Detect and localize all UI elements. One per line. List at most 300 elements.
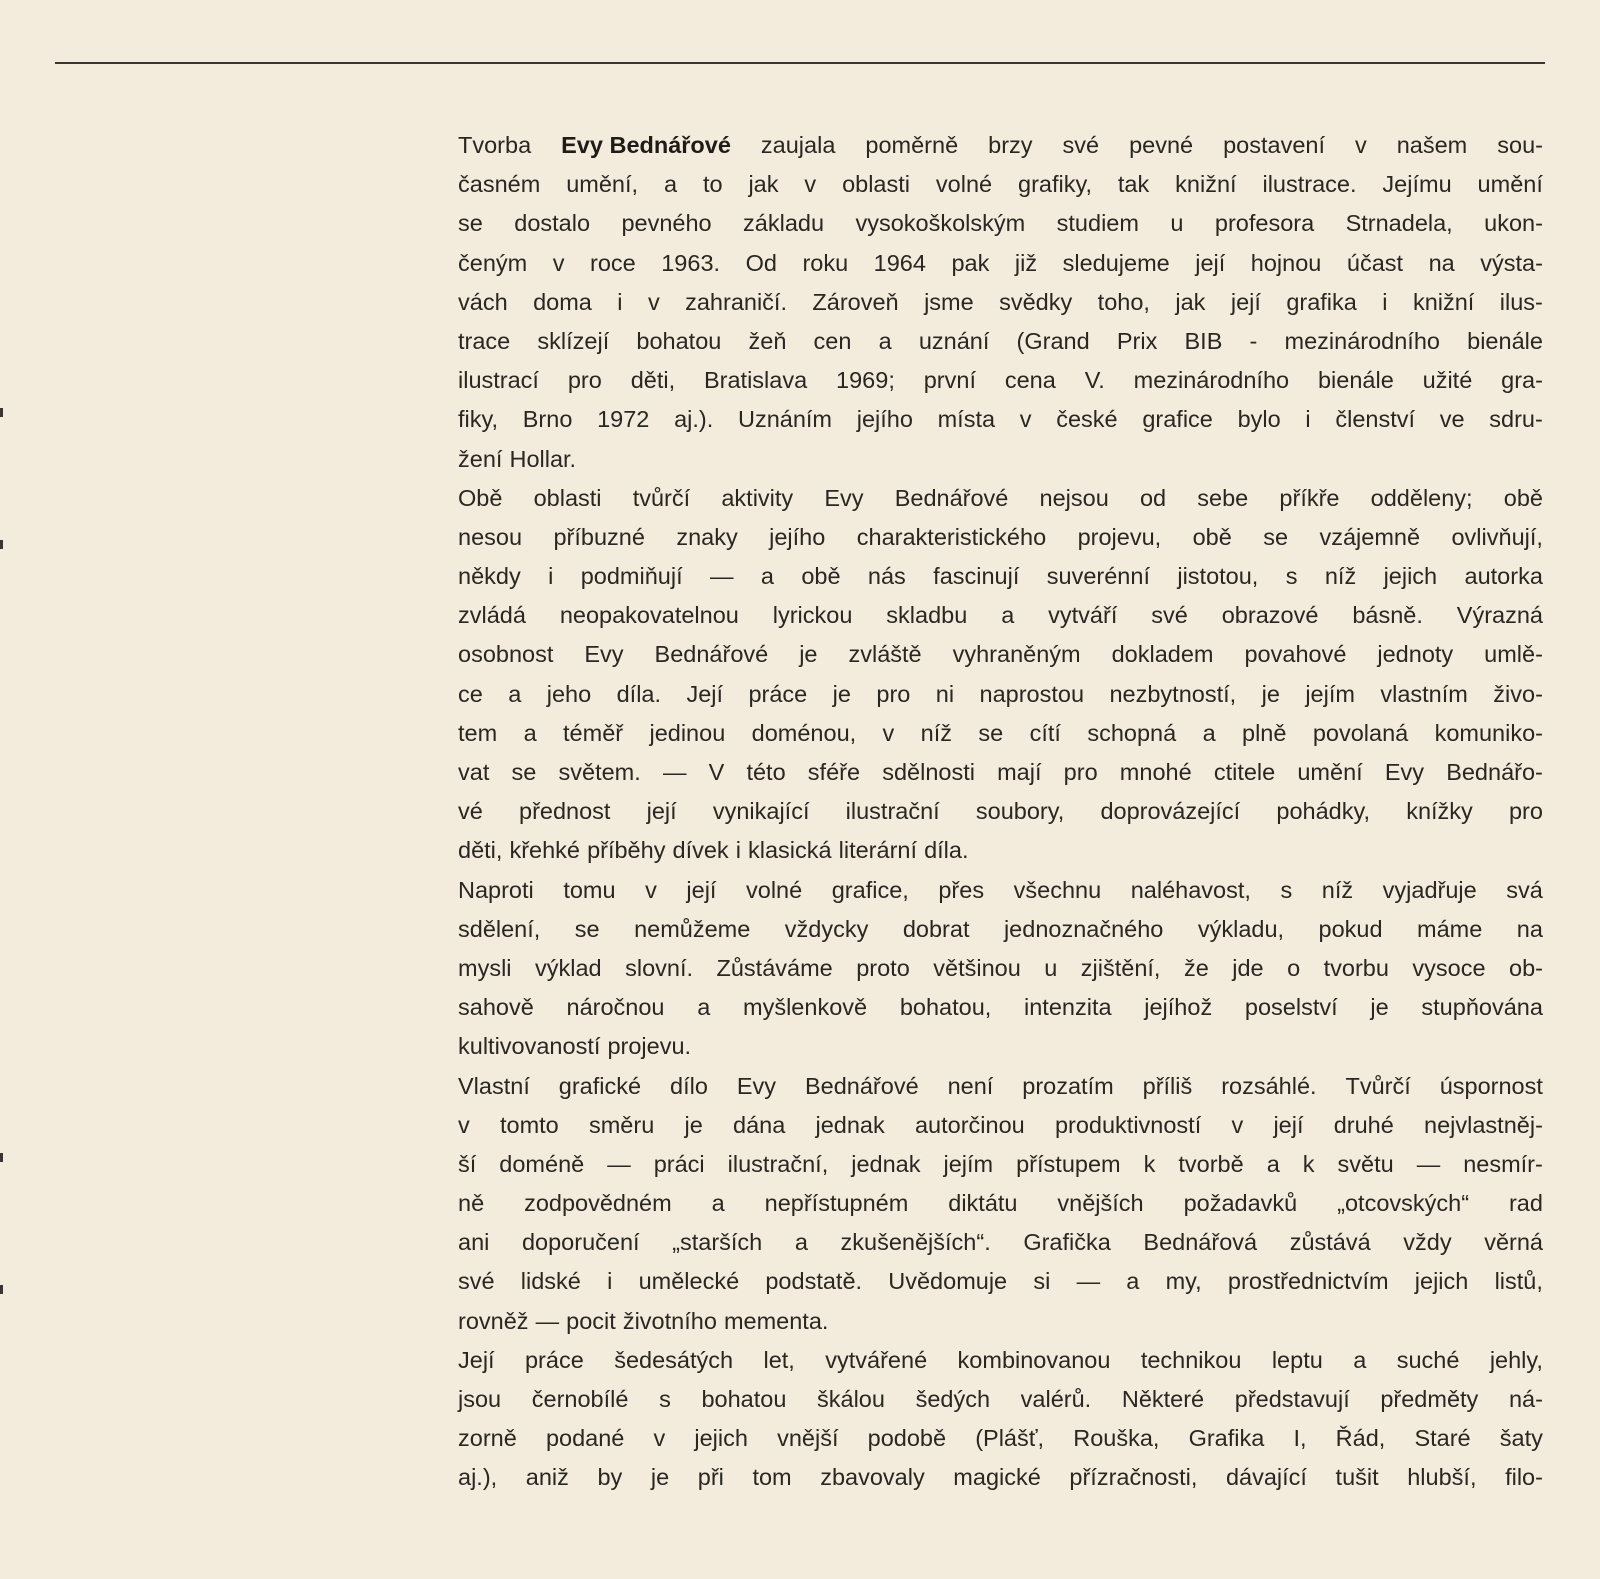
text-line xyxy=(458,283,1543,322)
word: již xyxy=(1014,249,1038,276)
word: jehly, xyxy=(1489,1346,1543,1373)
word: Rouška, xyxy=(1073,1425,1160,1452)
word: i xyxy=(735,837,741,864)
word: téměř xyxy=(563,719,624,746)
word: a xyxy=(711,1190,725,1217)
word: doporučení xyxy=(521,1229,640,1256)
word: jsme xyxy=(924,288,974,315)
word: někdy xyxy=(458,563,521,590)
word: i xyxy=(607,1268,613,1295)
word: podobě xyxy=(867,1425,947,1452)
word: a xyxy=(1202,719,1216,746)
word: jejich xyxy=(1414,1268,1469,1295)
word: a xyxy=(760,563,774,590)
word: to xyxy=(702,171,723,198)
word: a xyxy=(663,171,678,198)
word: její xyxy=(1230,288,1261,315)
word: při xyxy=(697,1464,724,1491)
word: i xyxy=(1382,288,1388,315)
word: jejím xyxy=(1305,680,1355,707)
word: u xyxy=(1044,954,1058,981)
word: 1963. xyxy=(661,249,721,276)
word: zbavovaly xyxy=(820,1464,925,1491)
word: toho, xyxy=(1097,288,1150,315)
word: Evy xyxy=(584,641,624,668)
word: slovní. xyxy=(625,954,694,981)
word: básně. xyxy=(1352,602,1423,629)
word: doma xyxy=(533,288,592,315)
word: představují xyxy=(1234,1386,1350,1412)
word: v xyxy=(552,249,565,276)
word: pro xyxy=(567,367,602,394)
word: zvládá xyxy=(458,602,526,629)
word: nesmír- xyxy=(1463,1150,1543,1177)
word: naléhavost, xyxy=(1130,876,1251,903)
word: mementa. xyxy=(723,1307,829,1334)
word: doprovázející xyxy=(1100,798,1241,825)
word: tvorbě xyxy=(1178,1150,1244,1177)
word: studiem xyxy=(1056,210,1139,237)
word: je xyxy=(799,641,818,668)
word: s xyxy=(1280,876,1293,903)
text-line xyxy=(458,949,1543,988)
word: aniž xyxy=(525,1464,569,1491)
word: české xyxy=(1056,406,1118,433)
word: v xyxy=(882,719,895,746)
word: (Grand xyxy=(1016,327,1090,354)
word: jejího xyxy=(769,523,826,550)
word: V. xyxy=(1084,367,1105,394)
word: vysoce xyxy=(1412,954,1486,981)
word: je xyxy=(832,680,851,707)
word: brzy xyxy=(988,132,1033,158)
word: zorně xyxy=(458,1425,517,1452)
word: pokud xyxy=(1318,915,1383,942)
word: dána xyxy=(733,1111,786,1138)
word: umělecké xyxy=(638,1268,740,1295)
word: tušit xyxy=(1335,1464,1379,1491)
word: nás xyxy=(867,563,906,590)
text-line xyxy=(458,871,1543,910)
word: sahově xyxy=(458,994,534,1021)
text-line xyxy=(458,440,1543,479)
text-line xyxy=(458,1380,1543,1419)
word: svá xyxy=(1506,876,1543,903)
word: pak xyxy=(951,249,990,276)
text-line xyxy=(458,1341,1543,1380)
word: Brno xyxy=(522,406,573,433)
word: dílo xyxy=(670,1072,708,1099)
top-rule xyxy=(55,62,1545,64)
word: příliš xyxy=(1142,1072,1193,1099)
word: I, xyxy=(1293,1425,1307,1452)
word: — xyxy=(1076,1268,1101,1295)
word: oblasti xyxy=(842,171,910,198)
word: nesou xyxy=(458,523,523,550)
word: Obě xyxy=(458,484,503,511)
word: v xyxy=(458,1111,470,1138)
word: jejího xyxy=(856,406,913,433)
word: tom xyxy=(752,1464,792,1491)
word: aj.). xyxy=(674,406,714,433)
word: grafiky, xyxy=(1018,171,1092,198)
word: „starších xyxy=(672,1229,763,1256)
word: svědky xyxy=(999,288,1073,315)
word: bylo xyxy=(1237,406,1281,433)
word: v xyxy=(804,171,817,198)
word: je xyxy=(1370,994,1389,1021)
word: Vlastní xyxy=(458,1072,530,1099)
word: předměty xyxy=(1380,1386,1479,1412)
word: Bednářová xyxy=(1143,1229,1258,1256)
text-line xyxy=(458,753,1543,792)
word: „otcovských“ xyxy=(1337,1190,1470,1217)
word: tvůrčí xyxy=(632,484,691,511)
word: první xyxy=(923,367,976,394)
word: u xyxy=(1170,210,1184,237)
word: zvláště xyxy=(848,641,922,668)
word: díla. xyxy=(924,837,969,864)
word: dívek xyxy=(672,837,729,864)
word: - xyxy=(1249,327,1258,354)
word: bohatou xyxy=(701,1386,787,1412)
word: zkušenějších“. xyxy=(840,1229,991,1256)
word: rovněž xyxy=(458,1307,529,1334)
word: knižní xyxy=(1412,288,1475,315)
word: své xyxy=(1151,602,1188,629)
word: sdělnosti xyxy=(882,759,975,785)
word: čeným xyxy=(458,249,528,276)
word: Řád, xyxy=(1335,1425,1386,1452)
text-line xyxy=(458,1106,1543,1145)
word: v xyxy=(1354,132,1367,158)
word: bienále xyxy=(1467,327,1543,354)
word: Výrazná xyxy=(1456,602,1543,629)
binding-mark xyxy=(0,1285,3,1294)
word: sféře xyxy=(807,759,861,785)
word: rozsáhlé. xyxy=(1221,1072,1317,1099)
word: od xyxy=(1139,484,1167,511)
word: pevného xyxy=(621,210,712,237)
word: Bratislava xyxy=(703,367,808,394)
word: a xyxy=(794,1229,808,1256)
word: trace xyxy=(458,327,511,354)
word: by xyxy=(597,1464,623,1491)
binding-mark xyxy=(0,408,3,417)
word: poselství xyxy=(1244,994,1338,1021)
word: že xyxy=(1183,954,1209,981)
word: škálou xyxy=(817,1386,885,1412)
word: podmiňují xyxy=(580,563,683,590)
word: zůstává xyxy=(1289,1229,1371,1256)
word: k xyxy=(1143,1150,1156,1177)
word: ani xyxy=(458,1229,490,1256)
word: požadavků xyxy=(1183,1190,1298,1217)
word: pro xyxy=(1063,759,1098,785)
word: členství xyxy=(1335,406,1416,433)
word: tomu xyxy=(563,876,616,903)
word: suché xyxy=(1396,1346,1460,1373)
word: umění xyxy=(1477,171,1543,198)
word: práce xyxy=(524,1346,584,1373)
word: děti, xyxy=(630,367,676,394)
word: mezinárodního xyxy=(1133,367,1290,394)
word: Uznáním xyxy=(737,406,833,433)
word: ná- xyxy=(1508,1386,1543,1412)
word: aj.), xyxy=(458,1464,498,1491)
word: vách xyxy=(458,288,508,315)
word: nejsou xyxy=(1039,484,1109,511)
word: mysli xyxy=(458,954,512,981)
text-line xyxy=(458,1067,1543,1106)
word: projevu. xyxy=(607,1033,692,1060)
word: se xyxy=(1263,523,1289,550)
word: profesora xyxy=(1214,210,1315,237)
text-line xyxy=(458,557,1543,596)
word: Bednářové xyxy=(654,641,769,668)
word: jedinou xyxy=(649,719,726,746)
word: Evy xyxy=(824,484,864,511)
word: máme xyxy=(1417,915,1483,942)
word: a xyxy=(1126,1268,1140,1295)
word: — xyxy=(709,563,734,590)
word: diktátu xyxy=(948,1190,1018,1217)
word: 1969; xyxy=(836,367,895,394)
word: vždycky xyxy=(784,915,869,942)
word: schopná xyxy=(1087,719,1177,746)
word: a xyxy=(1001,602,1015,629)
text-line xyxy=(458,1419,1543,1458)
word: její xyxy=(646,798,677,825)
word: intenzita xyxy=(1024,994,1112,1021)
word: vé xyxy=(458,798,483,825)
word: světu xyxy=(1337,1150,1394,1177)
word: poměrně xyxy=(865,132,959,158)
word: níž xyxy=(1324,563,1357,590)
word: jejím xyxy=(943,1150,994,1177)
word: v xyxy=(1019,406,1032,433)
word: uznání xyxy=(918,327,990,354)
word: odděleny; xyxy=(1370,484,1473,511)
word: roku xyxy=(802,249,849,276)
word: přízračnosti, xyxy=(1069,1464,1198,1491)
word: ve xyxy=(1439,406,1465,433)
word: doméně xyxy=(499,1150,585,1177)
word: prostřednictvím xyxy=(1227,1268,1389,1295)
word: umění xyxy=(1297,759,1363,785)
word: užité xyxy=(1422,367,1473,394)
word: Některé xyxy=(1121,1386,1205,1412)
word: všechnu xyxy=(1013,876,1102,903)
word: ilustrací xyxy=(458,367,539,394)
word: Jejímu xyxy=(1382,171,1452,198)
word: díla. xyxy=(616,680,662,707)
word: literární xyxy=(838,837,918,864)
word: se xyxy=(574,915,600,942)
binding-mark xyxy=(0,1153,3,1162)
word: Od xyxy=(745,249,777,276)
word: tomto xyxy=(499,1111,559,1138)
word: sklízejí xyxy=(537,327,610,354)
word: jeho xyxy=(546,680,592,707)
word: tem xyxy=(458,719,498,746)
word: mezinárodního xyxy=(1284,327,1440,354)
word: vyjadřuje xyxy=(1382,876,1477,903)
word: v xyxy=(653,1425,666,1452)
word: zodpovědném xyxy=(524,1190,672,1217)
word: cena xyxy=(1004,367,1056,394)
word: 1964 xyxy=(873,249,926,276)
word: křehké xyxy=(509,837,581,864)
word: Hollar. xyxy=(509,445,577,472)
word: ni xyxy=(935,680,955,707)
word: sdělení, xyxy=(458,915,541,942)
word: své xyxy=(1062,132,1100,158)
word: autorka xyxy=(1464,563,1543,590)
word: bienále xyxy=(1317,367,1394,394)
word: vzájemně xyxy=(1319,523,1421,550)
word: — xyxy=(535,1307,560,1334)
word: v xyxy=(1231,1111,1244,1138)
word: vždy xyxy=(1403,1229,1452,1256)
word: Grafička xyxy=(1023,1229,1111,1256)
word: je xyxy=(684,1111,703,1138)
word: i xyxy=(617,288,623,315)
text-line xyxy=(458,1027,1543,1066)
word: jednoznačného xyxy=(1003,915,1164,942)
word: Tvorba xyxy=(458,132,532,158)
word: znaky xyxy=(676,523,738,550)
word: náročnou xyxy=(566,994,665,1021)
text-line xyxy=(458,792,1543,831)
word: Bednářové xyxy=(894,484,1009,511)
word: na xyxy=(1516,915,1543,942)
word: sdru- xyxy=(1489,406,1543,433)
word: Strnadela, xyxy=(1345,210,1453,237)
word: žení xyxy=(458,445,503,472)
word: zaujala xyxy=(760,132,836,158)
word: úspornost xyxy=(1439,1072,1543,1099)
word: pocit xyxy=(566,1307,616,1334)
word: vytvářené xyxy=(825,1346,928,1373)
text-line xyxy=(458,910,1543,949)
word: kombinovanou xyxy=(957,1346,1111,1373)
word: dobrat xyxy=(902,915,970,942)
word: plně xyxy=(1242,719,1287,746)
word: podstatě. xyxy=(765,1268,863,1295)
word: ší xyxy=(458,1150,477,1177)
word: v xyxy=(647,288,660,315)
word: valérů. xyxy=(1020,1386,1092,1412)
word: Staré xyxy=(1414,1425,1471,1452)
word: světem. xyxy=(558,759,641,785)
text-line xyxy=(458,831,1543,870)
word: umění, xyxy=(566,171,639,198)
text-line xyxy=(458,204,1543,243)
word: jejíhož xyxy=(1144,994,1213,1021)
word: projevu, xyxy=(1077,523,1162,550)
word: jednak xyxy=(851,1150,921,1177)
word: o xyxy=(1287,954,1301,981)
word: jak xyxy=(1175,288,1206,315)
word: a xyxy=(697,994,711,1021)
word: živo- xyxy=(1493,680,1543,707)
word: ilus- xyxy=(1499,288,1543,315)
text-line xyxy=(458,1223,1543,1262)
word: ukon- xyxy=(1484,210,1543,237)
word: dávající xyxy=(1225,1464,1307,1491)
word: zahraničí. xyxy=(685,288,787,315)
word: nejvlastněj- xyxy=(1424,1111,1543,1138)
word: výklad xyxy=(535,954,602,981)
word: autorčinou xyxy=(914,1111,1025,1138)
word: a xyxy=(523,719,537,746)
word: doménou, xyxy=(751,719,857,746)
word: tak xyxy=(1117,171,1150,198)
word: pohádky, xyxy=(1276,798,1371,825)
word: skladbu xyxy=(886,602,968,629)
word: umlě- xyxy=(1484,641,1543,668)
text-line xyxy=(458,322,1543,361)
word: Bednářo- xyxy=(1446,759,1543,785)
word: obrazové xyxy=(1221,602,1319,629)
word: naprostou xyxy=(979,680,1085,707)
word: a xyxy=(1353,1346,1367,1373)
word: technikou xyxy=(1140,1346,1242,1373)
word: fiky, xyxy=(458,406,499,433)
word: filo- xyxy=(1505,1464,1543,1491)
word: Zůstáváme xyxy=(716,954,833,981)
word: V xyxy=(708,759,725,785)
word: oblasti xyxy=(533,484,602,511)
word: dokladem xyxy=(1111,641,1214,668)
word: k xyxy=(1302,1150,1315,1177)
word: tvorbu xyxy=(1323,954,1389,981)
word: účast xyxy=(1346,249,1404,276)
word: příběhy xyxy=(587,837,666,864)
word: žeň xyxy=(748,327,787,354)
text-line xyxy=(458,126,1543,165)
word: své xyxy=(458,1268,495,1295)
word: Zároveň xyxy=(812,288,899,315)
text-line xyxy=(458,244,1543,283)
word: (Plášť, xyxy=(975,1425,1045,1452)
word: vysokoškolským xyxy=(855,210,1026,237)
word: sou- xyxy=(1497,132,1543,158)
word: hojnou xyxy=(1250,249,1322,276)
word: leptu xyxy=(1271,1346,1323,1373)
word: se xyxy=(458,210,483,237)
word: vytváří xyxy=(1048,602,1118,629)
word: je xyxy=(1261,680,1280,707)
word: produktivností xyxy=(1054,1111,1202,1138)
text-line xyxy=(458,714,1543,753)
word: rad xyxy=(1508,1190,1543,1217)
word: přednost xyxy=(519,798,611,825)
word: vnější xyxy=(777,1425,839,1452)
word: si xyxy=(1033,1268,1051,1295)
word: knížky xyxy=(1406,798,1473,825)
word: je xyxy=(650,1464,670,1491)
word: nezbytností, xyxy=(1109,680,1237,707)
word: ilustrační xyxy=(845,798,940,825)
word: vat xyxy=(458,759,490,785)
word: přístupem xyxy=(1016,1150,1121,1177)
body-text xyxy=(458,126,1543,1498)
word: stupňována xyxy=(1421,994,1543,1021)
word: Bednářové xyxy=(804,1072,919,1099)
word: osobnost xyxy=(458,641,554,668)
